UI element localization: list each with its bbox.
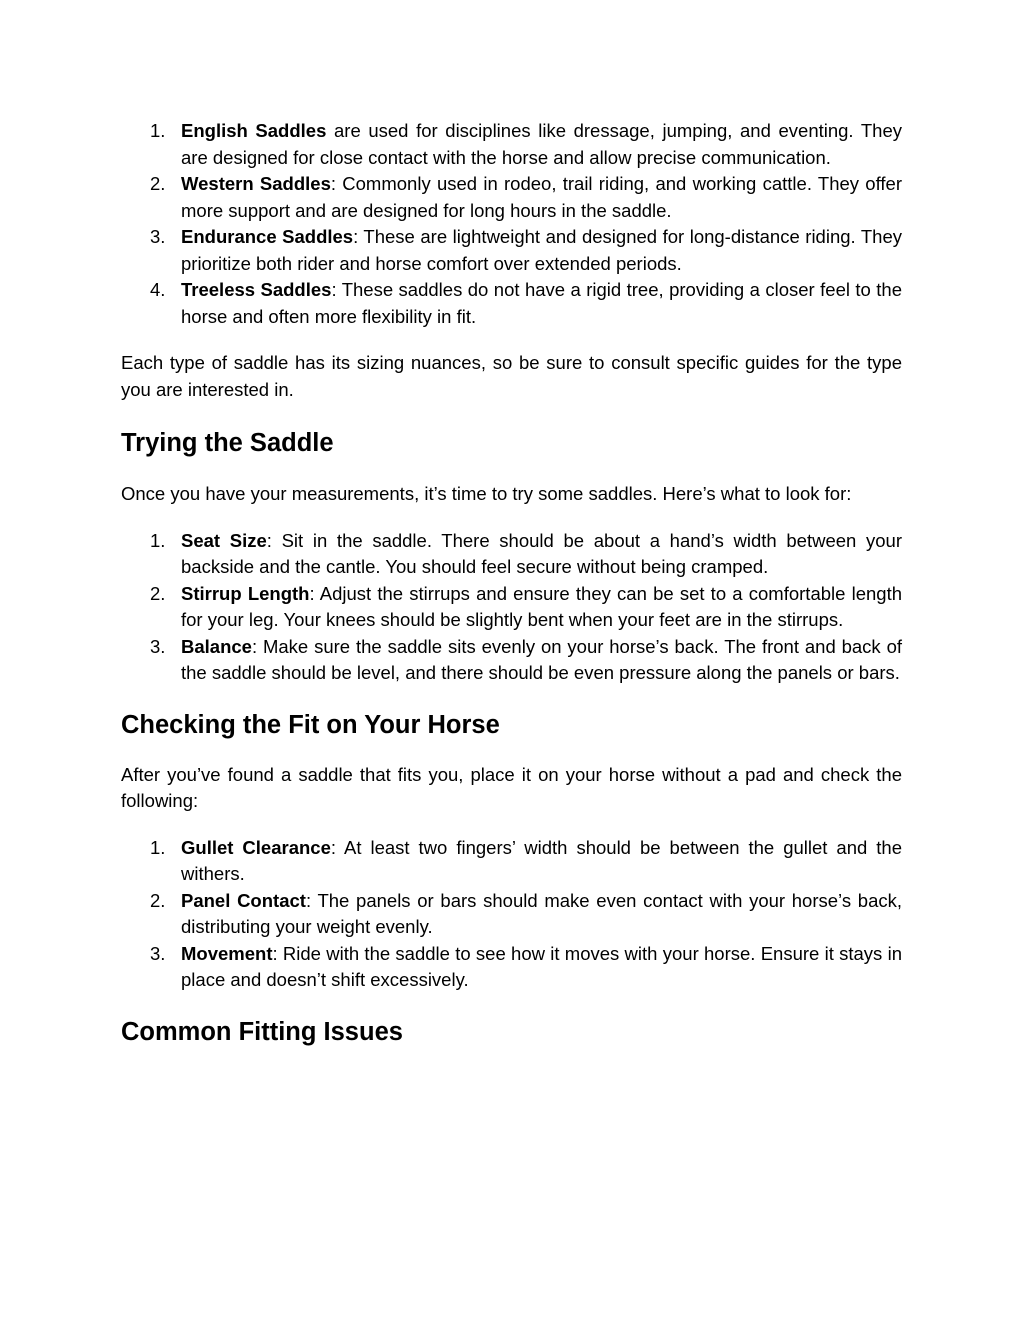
section-heading-checking-the-fit: Checking the Fit on Your Horse <box>121 710 500 739</box>
list-item-text: : Ride with the saddle to see how it moves with your horse. Ensure it stays in place and doesn’t shift excessively. <box>181 942 902 990</box>
list-item <box>121 941 902 994</box>
list-item-term: Panel Contact <box>181 889 306 911</box>
list-item <box>121 634 902 687</box>
list-item-text: : The panels or bars should make even contact with your horse’s back, distributing your weight evenly. <box>181 889 902 937</box>
list-item-term: Endurance Saddles <box>181 226 354 247</box>
list-item-term: Gullet Clearance <box>181 836 331 858</box>
list-number: 3. <box>150 226 166 247</box>
paragraph: Once you have your measurements, it’s time to try some saddles. Here’s what to look for: <box>121 483 852 504</box>
list-item-term: Movement <box>181 942 273 964</box>
list-item-term: Balance <box>181 635 252 657</box>
list-number: 1. <box>150 120 166 141</box>
list-item-text: : These saddles do not have a rigid tree, providing a closer feel to the horse and often more flexibility in fit. <box>181 279 902 327</box>
list-item-text: : Adjust the stirrups and ensure they can be set to a comfortable length for your leg. Your knees should be slightly bent when your feet are in the stirrups. <box>181 582 903 630</box>
fit-checklist <box>121 835 902 994</box>
paragraph: Each type of saddle has its sizing nuances, so be sure to consult specific guides for the type you are interested in. <box>121 352 902 400</box>
list-item-term: Western Saddles <box>181 173 331 194</box>
list-item <box>121 277 902 330</box>
list-number: 1. <box>150 529 166 551</box>
list-item <box>121 888 902 941</box>
list-number: 1. <box>150 836 166 858</box>
list-item <box>121 118 902 171</box>
list-number: 3. <box>150 635 166 657</box>
list-item-text: are used for disciplines like dressage, jumping, and eventing. They are designed for close contact with the horse and allow precise communication. <box>181 120 902 168</box>
paragraph: After you’ve found a saddle that fits you, place it on your horse without a pad and check the following: <box>121 763 902 811</box>
list-number: 2. <box>150 582 166 604</box>
list-number: 2. <box>150 173 166 194</box>
list-item <box>121 581 902 634</box>
saddle-types-list <box>121 118 902 330</box>
list-item-term: Stirrup Length <box>181 582 310 604</box>
list-item <box>121 528 902 581</box>
list-item <box>121 835 902 888</box>
list-item-text: : At least two fingers’ width should be between the gullet and the withers. <box>181 836 902 884</box>
list-item-text: : Commonly used in rodeo, trail riding, and working cattle. They offer more support and are designed for long hours in the saddle. <box>181 173 902 221</box>
list-item-text: : Make sure the saddle sits evenly on your horse’s back. The front and back of the saddle should be level, and there should be even pressure along the panels or bars. <box>181 635 902 683</box>
list-item-text: : These are lightweight and designed for long-distance riding. They prioritize both rider and horse comfort over extended periods. <box>181 226 902 274</box>
list-item-term: Treeless Saddles <box>181 279 332 300</box>
list-item-text: : Sit in the saddle. There should be about a hand’s width between your backside and the cantle. You should feel secure without being cramped. <box>181 529 902 577</box>
list-item-term: English Saddles <box>181 120 327 141</box>
list-item <box>121 171 902 224</box>
list-item <box>121 224 902 277</box>
document-page <box>121 118 902 1048</box>
section-heading-common-fitting-issues: Common Fitting Issues <box>121 1017 403 1046</box>
list-number: 4. <box>150 279 166 300</box>
list-item-term: Seat Size <box>181 529 267 551</box>
trying-checklist <box>121 528 902 687</box>
section-heading-trying-the-saddle: Trying the Saddle <box>121 429 334 457</box>
list-number: 3. <box>150 942 166 964</box>
list-number: 2. <box>150 889 166 911</box>
